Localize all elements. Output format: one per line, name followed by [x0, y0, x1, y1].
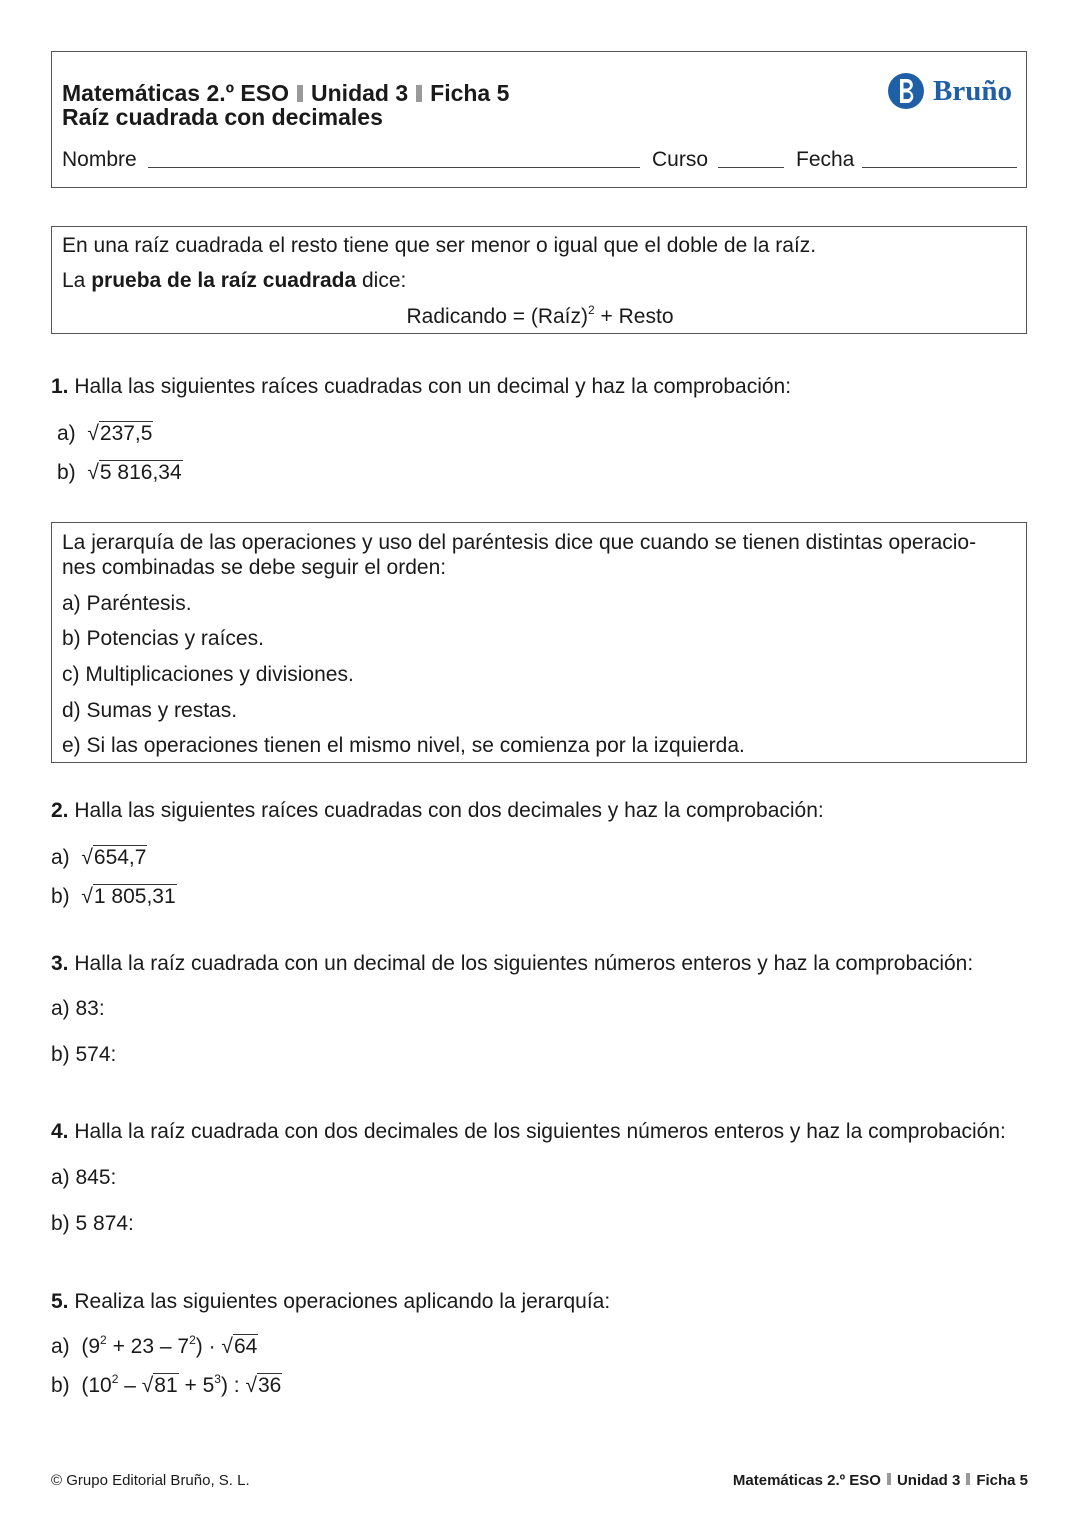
formula-rest: + Resto [594, 305, 674, 328]
expr-part: + 5 [178, 1374, 215, 1397]
exponent: 3 [214, 1372, 221, 1386]
radicand: 64 [233, 1335, 258, 1358]
info1-line2-bold: prueba de la raíz cuadrada [91, 269, 357, 292]
date-field[interactable] [862, 167, 1017, 168]
info2-item: b) Potencias y raíces. [62, 627, 264, 650]
header-sheet: Ficha 5 [430, 80, 510, 106]
exponent: 2 [189, 1333, 196, 1347]
info2-line1: La jerarquía de las operaciones y uso del paréntesis dice que cuando se tienen distintas operacio- [62, 531, 977, 554]
q3-item-a: a) 83: [51, 997, 105, 1020]
exponent: 2 [100, 1333, 107, 1347]
info2-item: e) Si las operaciones tienen el mismo nivel, se comienza por la izquierda. [62, 734, 745, 757]
item-label: a) [51, 846, 70, 869]
q4-item-b: b) 5 874: [51, 1212, 134, 1235]
radicand: 5 816,34 [99, 461, 182, 484]
expr-part: + 23 – 7 [106, 1335, 190, 1358]
expr-part: (10 [81, 1374, 112, 1397]
exponent: 2 [111, 1372, 119, 1386]
question-number: 4. [51, 1120, 69, 1143]
q2-item-b: b) √1 805,31 [51, 885, 176, 908]
name-label: Nombre [62, 148, 137, 171]
q1-item-a: a) √237,5 [57, 422, 153, 445]
info1-line2-post: dice: [356, 269, 407, 292]
q3-item-b: b) 574: [51, 1043, 117, 1066]
question-3-title [51, 952, 973, 976]
q5-item-b: b) $(10^2 - √81 + 5^3)$ : √36 [51, 1372, 282, 1397]
question-1-title [51, 375, 791, 399]
question-number: 1. [51, 375, 69, 398]
radicand: 36 [258, 1374, 282, 1397]
header-unit: Unidad 3 [311, 80, 409, 106]
question-2-title [51, 799, 824, 823]
question-text: Halla las siguientes raíces cuadradas con dos decimales y haz la comprobación: [68, 799, 824, 822]
info1-formula [0, 305, 1080, 329]
expr-part: ) · [195, 1335, 222, 1358]
item-label: b) [51, 1374, 70, 1397]
question-5-title [51, 1290, 610, 1314]
footer-subject: Matemáticas 2.º ESO [732, 1472, 881, 1489]
name-field[interactable] [148, 167, 640, 168]
worksheet-title: Raíz cuadrada con decimales [62, 104, 383, 130]
info1-line2-pre: La [62, 269, 92, 292]
publisher-logo [887, 72, 1012, 110]
expr-part: ) : [220, 1374, 246, 1397]
info1-line1: En una raíz cuadrada el resto tiene que ser menor o igual que el doble de la raíz. [62, 234, 817, 257]
question-number: 3. [51, 952, 69, 975]
footer-reference [733, 1472, 1028, 1489]
separator-mark [966, 1473, 970, 1485]
info1-line2 [62, 269, 406, 293]
formula-exponent: 2 [588, 303, 595, 317]
logo-text: Bruño [933, 74, 1012, 107]
expr-part: – [118, 1374, 142, 1397]
separator-mark [416, 85, 422, 102]
item-label: b) [57, 461, 76, 484]
course-field[interactable] [718, 167, 784, 168]
question-4-title [51, 1120, 1006, 1144]
q4-item-a: a) 845: [51, 1166, 117, 1189]
question-number: 2. [51, 799, 69, 822]
question-text: Realiza las siguientes operaciones aplicando la jerarquía: [68, 1290, 611, 1313]
footer-sheet: Ficha 5 [976, 1472, 1028, 1489]
header-title-line [62, 80, 509, 107]
question-text: Halla la raíz cuadrada con un decimal de los siguientes números enteros y haz la comprobación: [68, 952, 974, 975]
course-label: Curso [652, 148, 709, 171]
separator-mark [887, 1473, 891, 1485]
date-label: Fecha [796, 148, 855, 171]
radicand: 81 [154, 1374, 178, 1397]
radicand: 237,5 [99, 422, 153, 445]
item-label: b) [51, 885, 70, 908]
info2-item: d) Sumas y restas. [62, 699, 238, 722]
radicand: 1 805,31 [93, 885, 176, 908]
footer-unit: Unidad 3 [896, 1472, 961, 1489]
info2-line2: nes combinadas se debe seguir el orden: [62, 556, 447, 579]
q1-item-b: b) √5 816,34 [57, 461, 182, 484]
info2-item: c) Multiplicaciones y divisiones. [62, 663, 354, 686]
formula-text: Radicando = (Raíz) [406, 305, 589, 328]
radicand: 654,7 [93, 846, 147, 869]
item-label: a) [57, 422, 76, 445]
expr-part: (9 [81, 1335, 101, 1358]
q5-item-a: a) $(9^2 + 23 - 7^2) \cdot √64$ [51, 1333, 258, 1358]
student-fields [62, 148, 1017, 178]
info2-item: a) Paréntesis. [62, 592, 192, 615]
question-text: Halla las siguientes raíces cuadradas con un decimal y haz la comprobación: [68, 375, 792, 398]
footer-copyright: © Grupo Editorial Bruño, S. L. [51, 1472, 250, 1489]
bruno-logo-icon [887, 72, 925, 110]
question-text: Halla la raíz cuadrada con dos decimales de los siguientes números enteros y haz la comprobación: [68, 1120, 1006, 1143]
header-subject: Matemáticas 2.º ESO [62, 80, 290, 106]
item-label: a) [51, 1335, 70, 1358]
q2-item-a: a) √654,7 [51, 846, 147, 869]
separator-mark [297, 85, 303, 102]
question-number: 5. [51, 1290, 69, 1313]
